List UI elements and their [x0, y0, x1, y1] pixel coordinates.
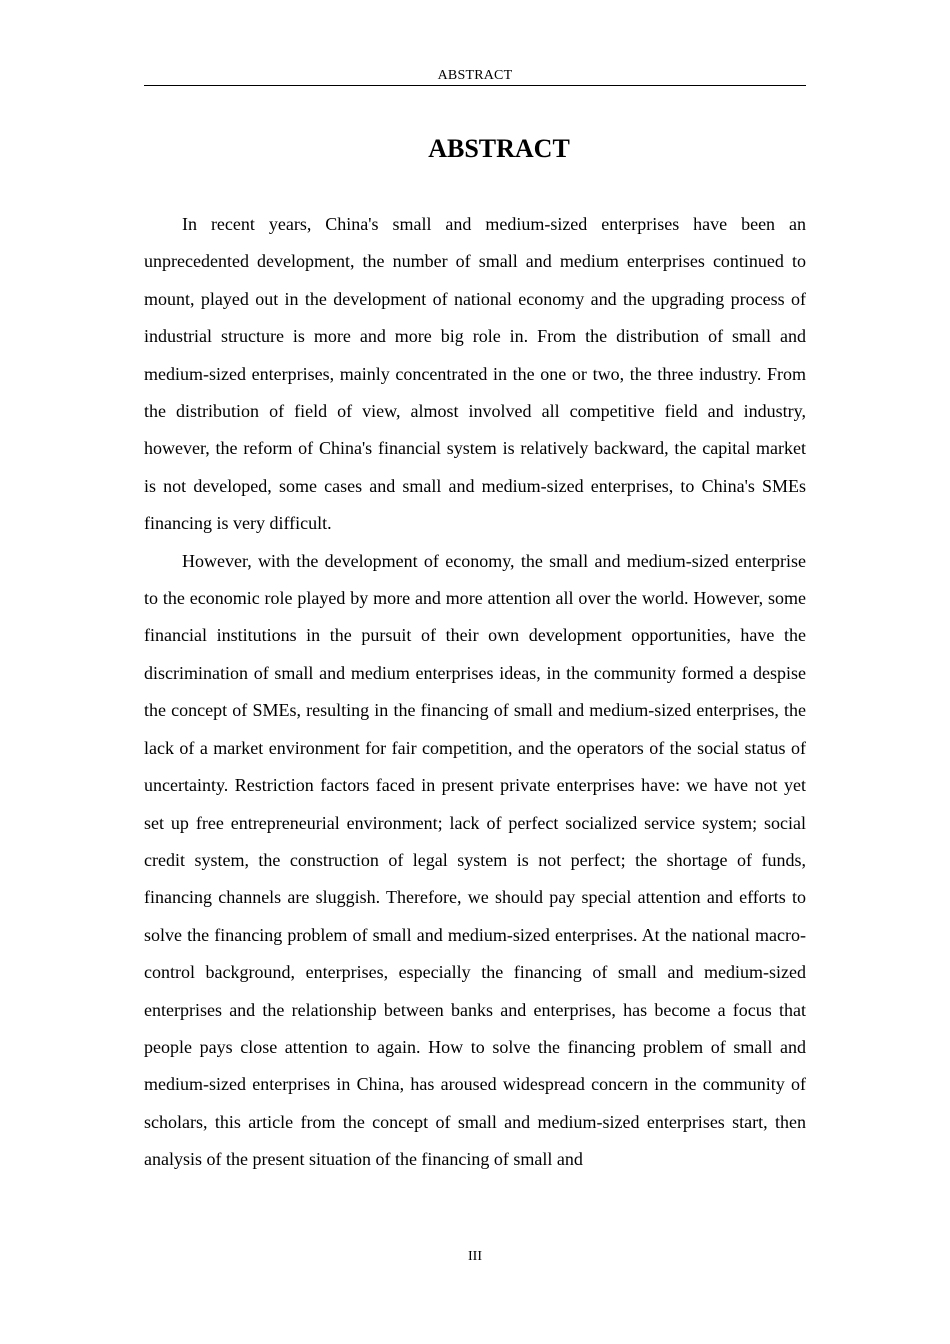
abstract-paragraph-1: In recent years, China's small and medium-sized enterprises have been an unprecedented development, the number of small and medium enterprises continued to mount, played out in the development of national economy and the upgrading process of industrial structure is more and more big role in. From the distribution of small and medium-sized enterprises, mainly concentrated in the one or two, the three industry. From the distribution of field of view, almost involved all competitive field and industry, however, the reform of China's financial system is relatively backward, the capital market is not developed, some cases and small and medium-sized enterprises, to China's SMEs financing is very difficult. — [144, 214, 806, 534]
header-rule — [144, 85, 806, 86]
abstract-body — [144, 206, 806, 1179]
page-number: III — [468, 1249, 482, 1264]
page-title: ABSTRACT — [428, 134, 570, 163]
abstract-paragraph-2: However, with the development of economy, the small and medium-sized enterprise to the economic role played by more and more attention all over the world. However, some financial institutions in the pursuit of their own development opportunities, have the discrimination of small and medium enterprises ideas, in the community formed a despise the concept of SMEs, resulting in the financing of small and medium-sized enterprises, the lack of a market environment for fair competition, and the operators of the social status of uncertainty. Restriction factors faced in present private enterprises have: we have not yet set up free entrepreneurial environment; lack of perfect socialized service system; social credit system, the construction of legal system is not perfect; the shortage of funds, financing channels are sluggish. Therefore, we should pay special attention and efforts to solve the financing problem of small and medium-sized enterprises. At the national macro-control background, enterprises, especially the financing of small and medium-sized enterprises and the relationship between banks and enterprises, has become a focus that people pays close attention to again. How to solve the financing problem of small and medium-sized enterprises in China, has aroused widespread concern in the community of scholars, this article from the concept of small and medium-sized enterprises start, then analysis of the present situation of the financing of small and — [144, 550, 806, 1170]
running-header: ABSTRACT — [437, 68, 513, 83]
